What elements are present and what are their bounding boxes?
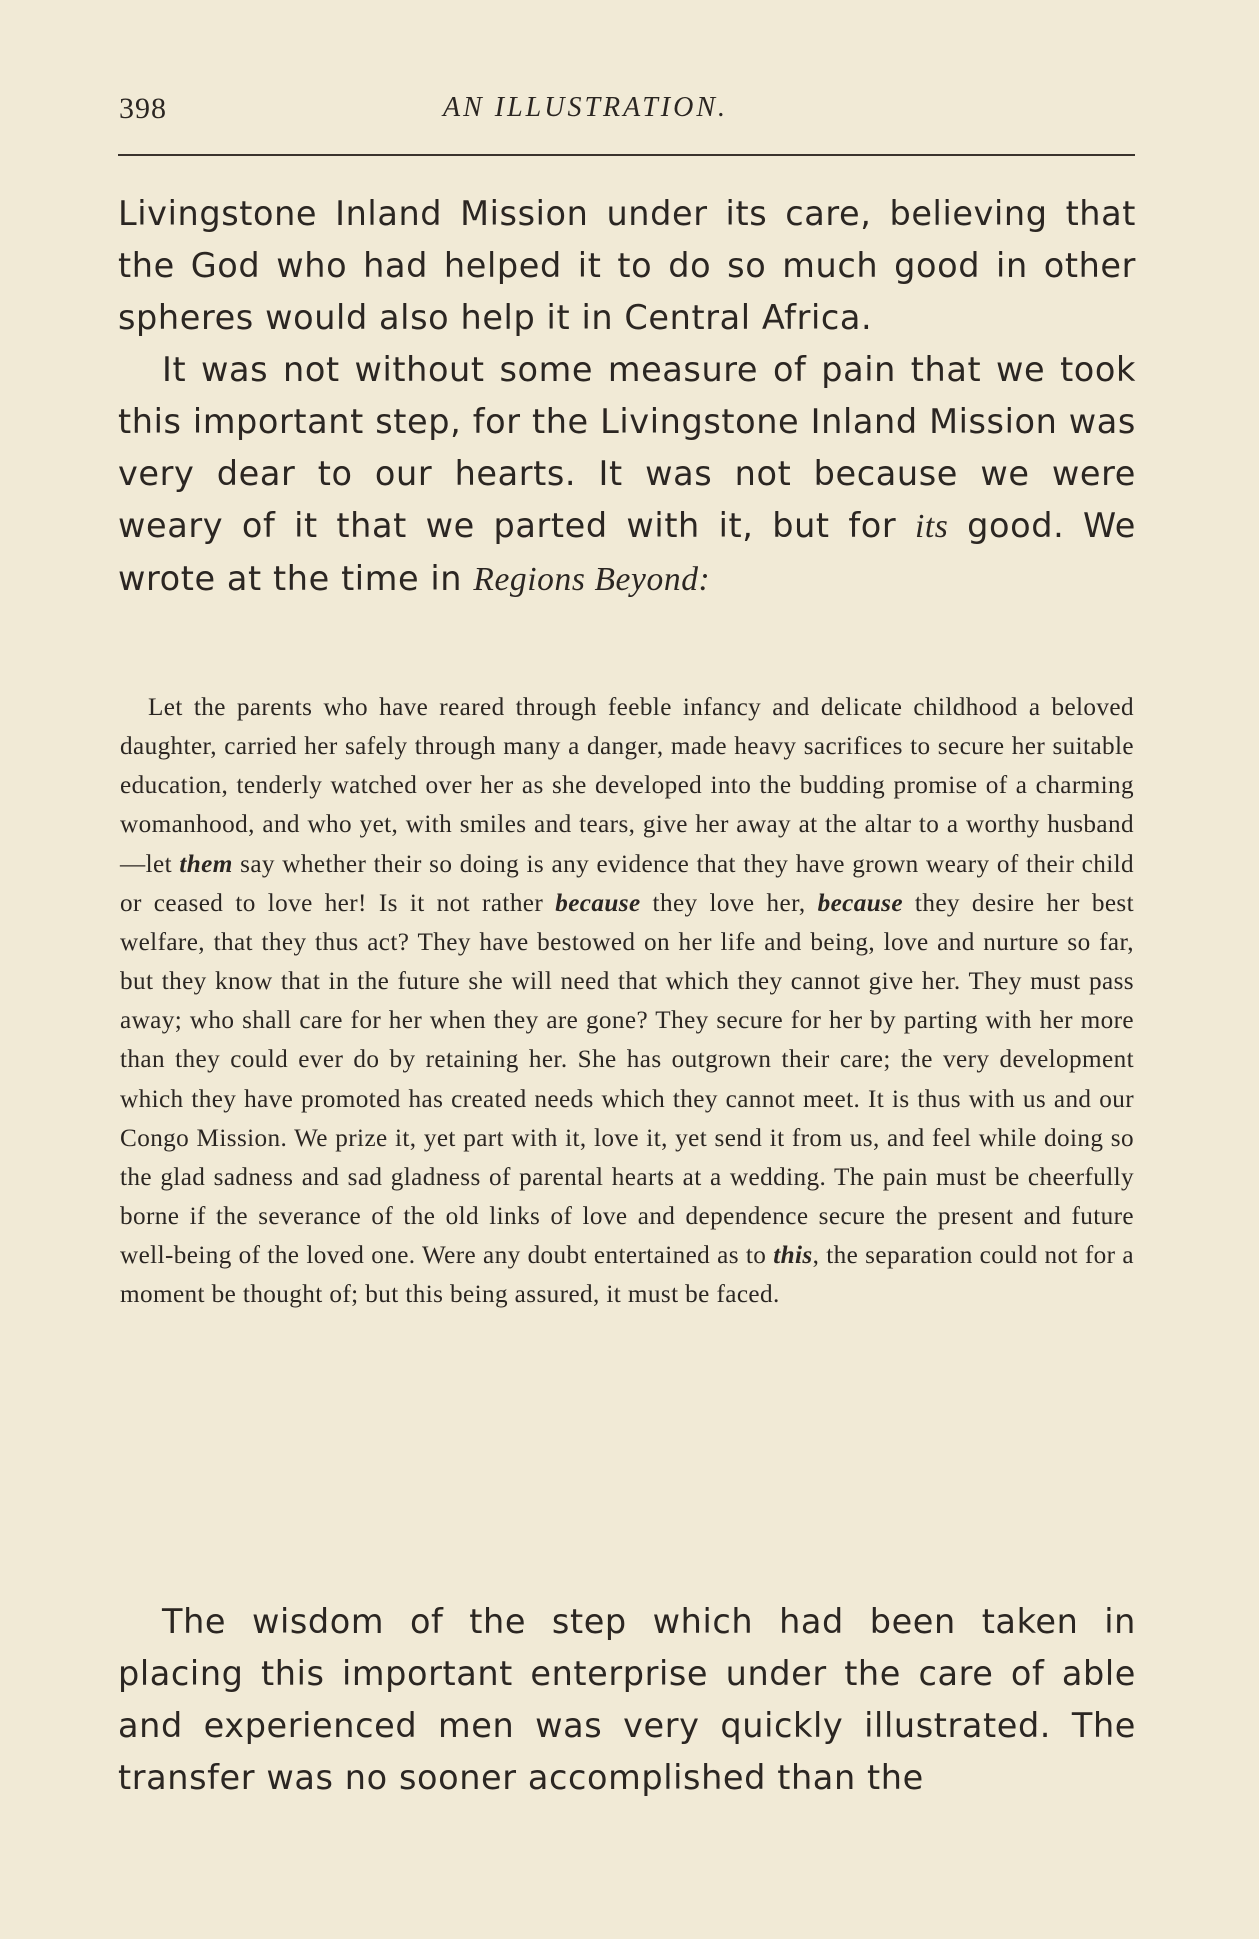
quote-part-3: they love her,	[640, 889, 818, 917]
quote-paragraph	[120, 688, 1134, 1315]
quote-italic-because-1: because	[555, 889, 641, 917]
continuation-text: Livingstone Inland Mission under its care, believing that the God who had helped it to do so much good in other spheres would also help it in Central Africa.	[118, 194, 1136, 337]
italic-its: its	[914, 508, 949, 545]
transfer-paragraph	[118, 344, 1136, 606]
block-quote	[120, 688, 1134, 1315]
quote-part-1: Let the parents who have reared through feeble infancy and delicate childhood a beloved daughter, carried her safely through many a danger, made heavy sacrifices to secure her suitable education, tenderly watched over her as she developed into the budding promise of a charming womanhood, and who yet, with smiles and tears, give her away at the altar to a worthy husband—let	[120, 694, 1134, 878]
running-title: AN ILLUSTRATION.	[443, 92, 729, 123]
closing-text	[118, 1596, 1136, 1804]
transfer-text-start: It was not without some measure of pain that we took this important step, for the Livingstone Inland Mission was very dear to our hearts. It was not because we were weary of it that we parted with it, but for	[118, 350, 1136, 545]
page-number: 398	[119, 92, 167, 125]
running-head	[119, 92, 1135, 132]
italic-regions-beyond: Regions Beyond:	[473, 561, 711, 598]
closing-paragraph-text: The wisdom of the step which had been taken in placing this important enterprise under the care of able and experienced men was very quickly illustrated. The transfer was no sooner accomplished than the	[118, 1602, 1136, 1797]
continuation-paragraph	[118, 188, 1136, 344]
quote-part-4: they desire her best welfare, that they thus act? They have bestowed on her life and being, love and nurture so far, but they know that in the future she will need that which they cannot give her. They must pass away; who shall care for her when they are gone? They secure for her by parting with her more than they could ever do by retaining her. She has outgrown their care; the very development which they have promoted has created needs which they cannot meet. It is thus with us and our Congo Mission. We prize it, yet part with it, love it, yet send it from us, and feel while doing so the glad sadness and sad gladness of parental hearts at a wedding. The pain must be cheerfully borne if the severance of the old links of love and dependence secure the present and future well-being of the loved one. Were any doubt entertained as to	[120, 889, 1135, 1270]
closing-paragraph	[118, 1596, 1136, 1804]
header-rule	[118, 154, 1135, 156]
quote-italic-because-2: because	[817, 889, 903, 917]
quote-part-5: , the separation could not for a moment be thought of; but this being assured, it must be faced.	[120, 1242, 1134, 1309]
quote-italic-this: this	[773, 1242, 813, 1270]
opening-text	[118, 188, 1136, 606]
quote-italic-them: them	[179, 850, 233, 878]
transfer-text-middle: good. We wrote at the time in	[118, 506, 1137, 598]
quote-part-2: say whether their so doing is any evidence that they have grown weary of their child or ceased to love her! Is it not rather	[120, 850, 1134, 917]
